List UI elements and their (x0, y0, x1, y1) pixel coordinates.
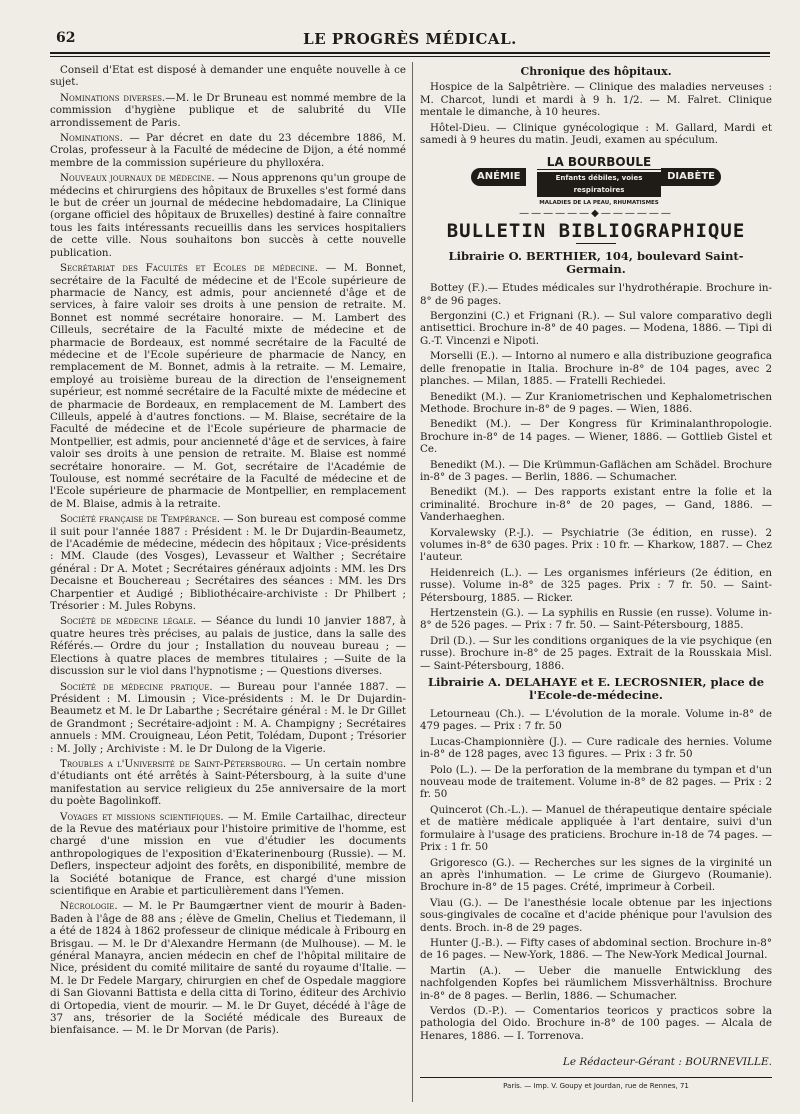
paragraph: Secrétariat des Facultés et Ecoles de médecine. — M. Bonnet, secrétaire de la Faculté de médecine et de l'Ecole supérieure de pharmacie de Nancy, est admis, pour ancienneté d'âge et de services, à faire valoir ses droits à une pension de retraite. M. Bonnet est nommé secrétaire honoraire. — M. Lambert des Cilleuls, secrétaire de la Faculté mixte de médecine et de pharmacie de Bordeaux, est nommé secrétaire de la Faculté de médecine et de l'Ecole supérieure de pharmacie de Nancy, en remplacement de M. Bonnet, admis à la retraite. — M. Lemaire, employé au troisième bureau de la direction de l'enseignement supérieur, est nommé secrétaire de la Faculté mixte de médecine et de pharmacie de Bordeaux, en remplacement de M. Lambert des Cilleuls, appelé à d'autres fonctions. — M. Blaise, secrétaire de la Faculté de médecine et de l'Ecole supérieure de pharmacie de Montpellier, est admis, pour ancienneté d'âge et de services, à faire valoir ses droits à une pension de retraite. M. Blaise est nommé secrétaire honoraire. — M. Got, secrétaire de l'Académie de Toulouse, est nommé secrétaire de la Faculté de médecine et de l'Ecole supérieure de pharmacie de Montpellier, en remplacement de M. Blaise, admis à la retraite. (50, 262, 406, 510)
column-divider (412, 62, 413, 1102)
bibliography-entry: Martin (A.). — Ueber die manuelle Entwicklung des nachfolgenden Kopfes bei räumlichem Missverhältniss. Brochure in-8° de 8 pages. — Berlin, 1886. — Schumacher. (420, 964, 772, 1002)
printer-imprint: Paris. — Imp. V. Goupy et Jourdan, rue de Rennes, 71 (503, 1081, 689, 1090)
running-title: LE PROGRÈS MÉDICAL. (303, 30, 517, 48)
bibliography-entry: Bottey (F.).— Etudes médicales sur l'hydrothérapie. Brochure in-8° de 96 pages. (420, 282, 772, 307)
imprint-rule (420, 1077, 772, 1078)
bibliography-entry: Grigoresco (G.). — Recherches sur les signes de la virginité un an après l'inhumation. — Le crime de Giurgevo (Roumanie). Brochure in-8° de 15 pages. Crété, imprimeur à Corbeil. (420, 856, 772, 894)
bibliography-entry: Verdos (D.-P.). — Comentarios teoricos y practicos sobre la pathologia del Oido. Brochure in-8° de 100 pages. — Alcala de Henares, 1886. — I. Torrenova. (420, 1004, 772, 1042)
ad-right-label: DIABÈTE (661, 168, 721, 186)
bibliography-entry: Benedikt (M.). — Der Kongress für Kriminalanthropologie. Brochure in-8° de 14 pages. — Wiener, 1886. — Gottlieb Gistel et Ce. (420, 418, 772, 456)
header-rule-thin (50, 56, 770, 57)
small-rule (576, 243, 616, 244)
paragraph: Conseil d'Etat est disposé à demander une enquête nouvelle à ce sujet. (50, 64, 406, 89)
paragraph: Nouveaux journaux de médecine. — Nous apprenons qu'un groupe de médecins et chirurgiens des hôpitaux de Bruxelles s'est formé dans le but de créer un journal de médecine hebdomadaire, La Clinique (organe officiel des hôpitaux de Bruxelles) destiné à faire connaître tous les faits intéressants recueillis dans les services hospitaliers de cette ville. Nous souhaitons bon succès à cette nouvelle publication. (50, 172, 406, 259)
bibliography-entry: Quincerot (Ch.-L.). — Manuel de thérapeutique dentaire spéciale et de matière médicale appliquée à l'art dentaire, suivi d'un formulaire à l'usage des praticiens. Brochure in-18 de 74 pages. — Prix : 1 fr. 50 (420, 803, 772, 854)
bibliography-entry: Viau (G.). — De l'anesthésie locale obtenue par les injections sous-gingivales de cocaïne et d'acide phénique pour l'avulsion des dents. Broch. in-8 de 29 pages. (420, 896, 772, 934)
page-number: 62 (56, 30, 76, 46)
library-heading: Librairie A. DELAHAYE et E. LECROSNIER, place de l'Ecole-de-médecine. (427, 675, 765, 703)
ad-title: LA BOURBOULE (537, 156, 661, 169)
bibliography-entry: Korvalewsky (P.-J.). — Psychiatrie (3e édition, en russe). 2 volumes in-8° de 630 pages. Prix : 10 fr. — Kharkow, 1887. — Chez l'auteur. (420, 526, 772, 564)
ornament: ——————◆—————— (519, 208, 673, 220)
bibliography-entry: Heidenreich (L.). — Les organismes inférieurs (2e édition, en russe). Volume in-8° de 325 pages. Prix : 7 fr. 50. — Saint-Pétersbourg, 1885. — Ricker. (420, 566, 772, 604)
bibliography-entry: Polo (L.). — De la perforation de la membrane du tympan et d'un nouveau mode de traitement. Volume in-8° de 82 pages. — Prix : 2 fr. 50 (420, 763, 772, 801)
ad-left-label: ANÉMIE (471, 168, 526, 186)
page-header (50, 28, 770, 50)
paragraph: Troubles a l'Université de Saint-Pétersbourg. — Un certain nombre d'étudiants ont été arrêtés à Saint-Pétersbourg, à la suite d'une manifestation au service religieux du 25e anniversaire de la mort du poète Bagolinkoff. (50, 757, 406, 808)
bibliography-entry: Hunter (J.-B.). — Fifty cases of abdominal section. Brochure in-8° de 16 pages. — New-York, 1886. — The New-York Medical Journal. (420, 936, 772, 962)
library-heading: Librairie O. BERTHIER, 104, boulevard Saint-Germain. (448, 249, 744, 277)
right-column (420, 64, 772, 1104)
bibliography-entry: Dril (D.). — Sur les conditions organiques de la vie psychique (en russe). Brochure in-8° de 25 pages. Extrait de la Rousskaia Misl. — Saint-Pétersbourg, 1886. (420, 634, 772, 672)
paragraph: Société de médecine légale. — Séance du lundi 10 janvier 1887, à quatre heures très précises, au palais de justice, dans la salle des Référés.— Ordre du jour ; Installation du nouveau bureau ; — Elections à quatre places de membres titulaires ; —Suite de la discussion sur le viol dans l'hypnotisme ; — Questions diverses. (50, 615, 406, 678)
chronique-heading: Chronique des hôpitaux. (520, 65, 672, 78)
chronique-entry: Hospice de la Salpêtrière. — Clinique des maladies nerveuses : M. Charcot, lundi et mardi à 9 h. 1/2. — M. Falret. Clinique mentale le dimanche, à 10 heures. (420, 81, 772, 119)
bibliography-entry: Benedikt (M.). — Die Krümmun-Gaflächen am Schädel. Brochure in-8° de 3 pages. — Berlin, 1886. — Schumacher. (420, 458, 772, 483)
paragraph: Nominations diverses.—M. le Dr Bruneau est nommé membre de la commission d'hygiène publique et de salubrité du VIIe arrondissement de Paris. (50, 91, 406, 129)
bibliography-entry: Hertzenstein (G.). — La syphilis en Russie (en russe). Volume in-8° de 526 pages. — Prix : 7 fr. 50. — Saint-Pétersbourg, 1885. (420, 607, 772, 632)
advertisement (471, 155, 721, 206)
ad-center (537, 156, 661, 209)
bibliography-entry: Benedikt (M.). — Zur Kraniometrischen und Kephalometrischen Methode. Brochure in-8° de 9 pages. — Wien, 1886. (420, 390, 772, 415)
paragraph: Société de médecine pratique. — Bureau pour l'année 1887. — Président : M. Limousin ; Vice-présidents : M. le Dr Dujardin-Beaumetz et M. le Dr Labarthe ; Secrétaire général : M. le Dr Gillet de Grandmont ; Secrétaire-adjoint : M. A. Champigny ; Secrétaires annuels : MM. Crouigneau, Léon Petit, Tolédam, Dupont ; Trésorier : M. Jolly ; Archiviste : M. le Dr Dulong de la Vigerie. (50, 680, 406, 755)
paragraph: Nominations. — Par décret en date du 23 décembre 1886, M. Crolas, professeur à la Faculté de médecine de Dijon, a été nommé membre de la commission supérieure du phylloxéra. (50, 132, 406, 169)
bulletin-heading: BULLETIN BIBLIOGRAPHIQUE (446, 219, 746, 242)
bibliography-entry: Letourneau (Ch.). — L'évolution de la morale. Volume in-8° de 479 pages. — Prix : 7 fr. 50 (420, 708, 772, 733)
header-rule (50, 52, 770, 54)
bibliography-entry: Morselli (E.). — Intorno al numero e alla distribuzione geografica delle frenopatie in Italia. Brochure in-8° de 104 pages, avec 2 planches. — Milan, 1885. — Fratelli Rechiedei. (420, 350, 772, 388)
bibliography-entry: Lucas-Championnière (J.). — Cure radicale des hernies. Volume in-8° de 128 pages, avec 13 figures. — Prix : 3 fr. 50 (420, 735, 772, 761)
chronique-entry: Hôtel-Dieu. — Clinique gynécologique : M. Gallard, Mardi et samedi à 9 heures du matin. Jeudi, examen au spéculum. (420, 121, 772, 147)
bibliography-entry: Benedikt (M.). — Des rapports existant entre la folie et la criminalité. Brochure in-8° de 20 pages, — Gand, 1886. — Vanderhaeghen. (420, 486, 772, 524)
left-column (50, 64, 406, 1104)
paragraph: Voyages et missions scientifiques. — M. Emile Cartailhac, directeur de la Revue des matériaux pour l'histoire primitive de l'homme, est chargé d'une mission en vue d'étudier les documents anthropologiques de l'exposition d'Ekaterinenbourg (Russie). — M. Deflers, inspecteur adjoint des forêts, en disponibilité, membre de la Société botanique de France, est chargé d'une mission scientifique en Arabie et particulièrement dans l'Yemen. (50, 810, 406, 897)
ad-line-1: Enfants débiles, voies respiratoires (537, 172, 661, 197)
paragraph: Nécrologie. — M. le Pr Baumgærtner vient de mourir à Baden-Baden à l'âge de 88 ans ; élève de Gmelin, Chelius et Tiedemann, il a été de 1824 à 1862 professeur de clinique médicale à Fribourg en Brisgau. — M. le Dr d'Alexandre Hermann (de Mulhouse). — M. le général Manayra, ancien médecin en chef de l'hôpital militaire de Nice, président du comité militaire de santé du royaume d'Italie. — M. le Dr Fedele Margary, chirurgien en chef de Ospedale maggiore di San Giovanni Battista e della citta di Torino, éditeur des Archivio di Ortopedia, vient de mourir. — M. le Dr Guyet, décédé à l'âge de 37 ans, trésorier de la Société médicale des Bureaux de bienfaisance. — M. le Dr Morvan (de Paris). (50, 900, 406, 1037)
bibliography-entry: Bergonzini (C.) et Frignani (R.). — Sul valore comparativo degli antisettici. Brochure in-8° de 40 pages. — Modena, 1886. — Tipi di G.-T. Vincenzi e Nipoti. (420, 310, 772, 347)
ad-line-2: MALADIES DE LA PEAU, RHUMATISMES (539, 199, 659, 206)
paragraph: Société française de Tempérance. — Son bureau est composé comme il suit pour l'année 1887 : Président : M. le Dr Dujardin-Beaumetz, de l'Académie de médecine, médecin des hôpitaux ; Vice-présidents : MM. Claude (des Vosges), Levasseur et Walther ; Secrétaire général : Dr A. Motet ; Secrétaires généraux adjoints : MM. les Drs Decaisne et Bouchereau ; Secrétaires des séances : MM. les Drs Charpentier et Audigé ; Bibliothécaire-archiviste : Dr Philbert ; Trésorier : M. Jules Robyns. (50, 513, 406, 613)
editor-signature: Le Rédacteur-Gérant : BOURNEVILLE. (562, 1056, 772, 1069)
